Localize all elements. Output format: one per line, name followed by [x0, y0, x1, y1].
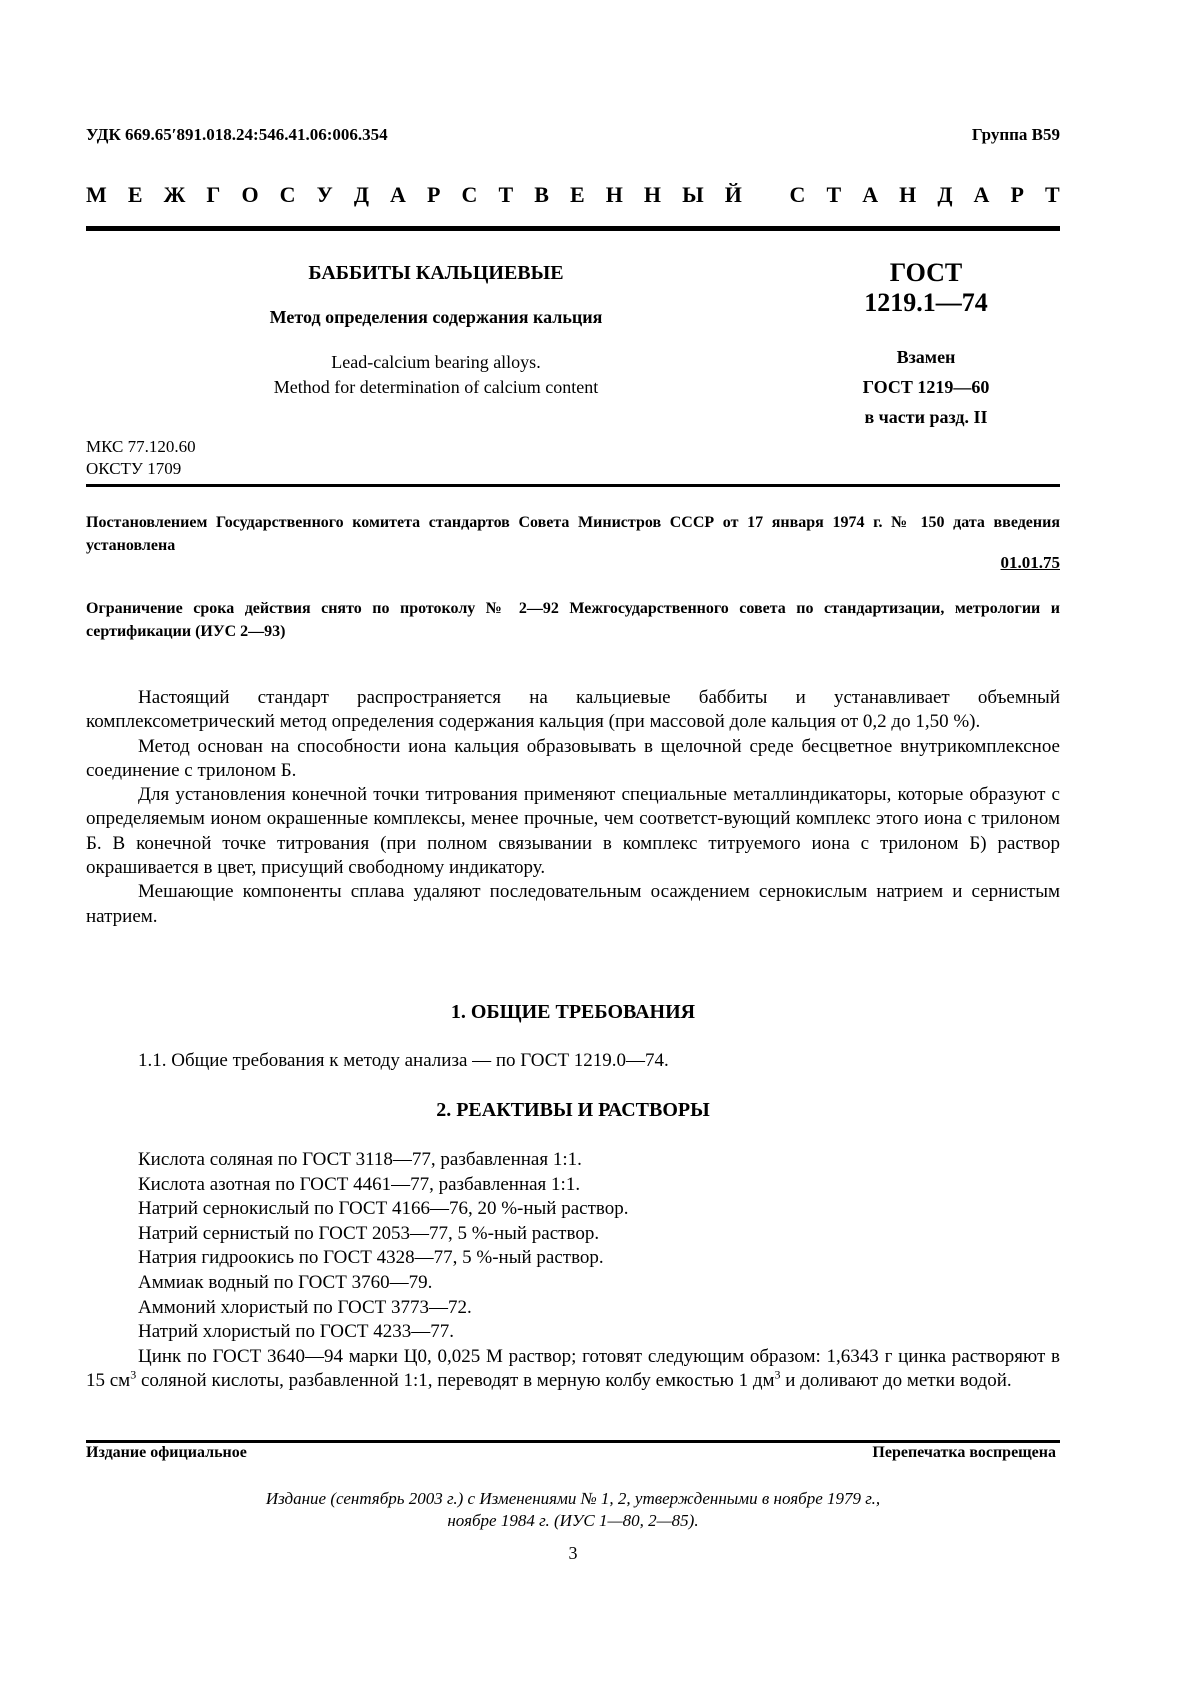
reagent-item: Аммиак водный по ГОСТ 3760—79. [138, 1271, 433, 1293]
banner-letter: О [241, 182, 259, 207]
introduction-date: 01.01.75 [1000, 553, 1060, 572]
classification-codes [86, 436, 196, 480]
section-heading: 2. РЕАКТИВЫ И РАСТВОРЫ [436, 1099, 710, 1121]
edition-line: ноябре 1984 г. (ИУС 1—80, 2—85). [447, 1511, 699, 1530]
interstate-standard-banner [86, 182, 1060, 208]
section-2 [86, 1099, 1060, 1122]
banner-letter: Д [937, 182, 953, 207]
banner-letter: Е [127, 182, 143, 207]
banner-letter: Ж [163, 182, 186, 207]
banner-letter: Н [643, 182, 662, 207]
decree-text: Постановлением Государственного комитета стандартов Совета Министров СССР от 17 января 1974 г. № 150 дата введения установлена [86, 514, 1060, 554]
intro-paragraph: Для установления конечной точки титрования применяют специальные металлиндикаторы, которые образуют с определяемым ионом окрашенные комплексы, менее прочные, чем соответст-вующий комплекс этого иона с трилоном Б. В конечной точке титрования (при полном связывании в комплекс титруемого иона с трилоном Б) раствор окрашивается в цвет, присущий свободному индикатору. [86, 784, 1060, 879]
reagent-item: Кислота соляная по ГОСТ 3118—77, разбавленная 1:1. [138, 1149, 582, 1170]
banner-letter: С [279, 182, 296, 207]
banner-letter: Ы [682, 182, 704, 207]
reagent-item: Аммоний хлористый по ГОСТ 3773—72. [138, 1296, 472, 1318]
gost-number: 1219.1—74 [864, 288, 988, 317]
banner-letter: С [461, 182, 478, 207]
replaces-label: Взамен [896, 347, 956, 367]
banner-letter: Н [899, 182, 917, 207]
banner-letter: Г [206, 182, 221, 207]
banner-letter: У [316, 182, 333, 207]
reagent-item: Натрий хлористый по ГОСТ 4233—77. [138, 1321, 455, 1343]
mks-code: МКС 77.120.60 [86, 437, 196, 456]
header-rule [86, 226, 1060, 231]
footer-rule [86, 1440, 1060, 1443]
english-title-line: Method for determination of calcium content [273, 377, 599, 397]
reprint-prohibited-label: Перепечатка воспрещена [872, 1444, 1056, 1461]
english-title [206, 350, 666, 400]
udk-code: УДК 669.65′891.018.24:546.41.06:006.354 [86, 125, 388, 144]
banner-letter: А [973, 182, 990, 207]
replaces-gost: ГОСТ 1219—60 [862, 377, 990, 397]
zinc-text: и доливают до метки водой. [780, 1370, 1012, 1392]
superscript: 3 [130, 1368, 137, 1383]
limitation-note: Ограничение срока действия снято по протоколу № 2—92 Межгосударственного совета по стандартизации, метрологии и сертификации (ИУС 2—93) [86, 600, 1060, 640]
banner-letter: Н [605, 182, 623, 207]
replaces-part: в части разд. II [864, 407, 988, 427]
banner-letter: В [534, 182, 549, 207]
zinc-reagent-paragraph [86, 1345, 1060, 1394]
zinc-text: соляной кислоты, разбавленной 1:1, переводят в мерную колбу емкостью 1 дм [136, 1370, 775, 1392]
superscript: 3 [774, 1368, 781, 1383]
banner-word-gap [763, 182, 769, 208]
intro-paragraph: Настоящий стандарт распространяется на кальциевые баббиты и устанавливает объемный комплексометрический метод определения содержания кальция (при массовой доле кальция от 0,2 до 1,50 %). [86, 687, 1060, 733]
official-edition-label: Издание официальное [86, 1444, 247, 1461]
banner-letter: А [862, 182, 879, 207]
title-block [206, 262, 666, 400]
banner-letter: Т [498, 182, 514, 207]
document-title: БАББИТЫ КАЛЬЦИЕВЫЕ [308, 262, 564, 284]
banner-letter: С [789, 182, 806, 207]
document-subtitle: Метод определения содержания кальция [269, 307, 603, 327]
group-code: Группа В59 [971, 125, 1060, 144]
document-page [86, 0, 1060, 1697]
gost-number-block [826, 258, 1026, 432]
intro-text [86, 686, 1060, 929]
edition-note [86, 1488, 1060, 1532]
page-number: 3 [568, 1543, 578, 1563]
english-title-line: Lead-calcium bearing alloys. [331, 352, 541, 372]
banner-letter: Е [569, 182, 585, 207]
reagents-list [86, 1148, 1060, 1394]
reagent-item: Натрия гидроокись по ГОСТ 4328—77, 5 %-ный раствор. [138, 1247, 604, 1269]
banner-letter: М [86, 182, 107, 207]
banner-letter: Д [353, 182, 369, 207]
section-1-item: 1.1. Общие требования к методу анализа — по ГОСТ 1219.0—74. [138, 1050, 669, 1071]
edition-line: Издание (сентябрь 2003 г.) с Изменениями № 1, 2, утвержденными в ноябре 1979 г., [265, 1489, 881, 1508]
okstu-code: ОКСТУ 1709 [86, 459, 182, 478]
zinc-text: Цинк по ГОСТ 3640—94 марки Ц0, 0,025 М раствор; готовят следующим образом: 1,6343 г цинка растворяют в 15 см [86, 1345, 1060, 1392]
reagent-item: Натрий сернокислый по ГОСТ 4166—76, 20 %-ный раствор. [138, 1198, 629, 1220]
banner-letter: Р [426, 182, 441, 207]
banner-letter: Т [826, 182, 842, 207]
intro-paragraph: Метод основан на способности иона кальция образовывать в щелочной среде бесцветное внутрикомплексное соединение с трилоном Б. [86, 735, 1060, 781]
banner-letter: А [390, 182, 406, 207]
banner-letter: Т [1045, 182, 1060, 207]
section-heading: 1. ОБЩИЕ ТРЕБОВАНИЯ [450, 1001, 696, 1023]
section-rule [86, 484, 1060, 487]
gost-label: ГОСТ [889, 258, 963, 287]
banner-letter: Р [1010, 182, 1024, 207]
banner-letter: Й [724, 182, 742, 207]
section-1 [86, 1001, 1060, 1024]
reagent-item: Кислота азотная по ГОСТ 4461—77, разбавленная 1:1. [138, 1173, 581, 1195]
intro-paragraph: Мешающие компоненты сплава удаляют последовательным осаждением сернокислым натрием и сернистым натрием. [86, 881, 1060, 927]
reagent-item: Натрий сернистый по ГОСТ 2053—77, 5 %-ный раствор. [138, 1222, 600, 1244]
